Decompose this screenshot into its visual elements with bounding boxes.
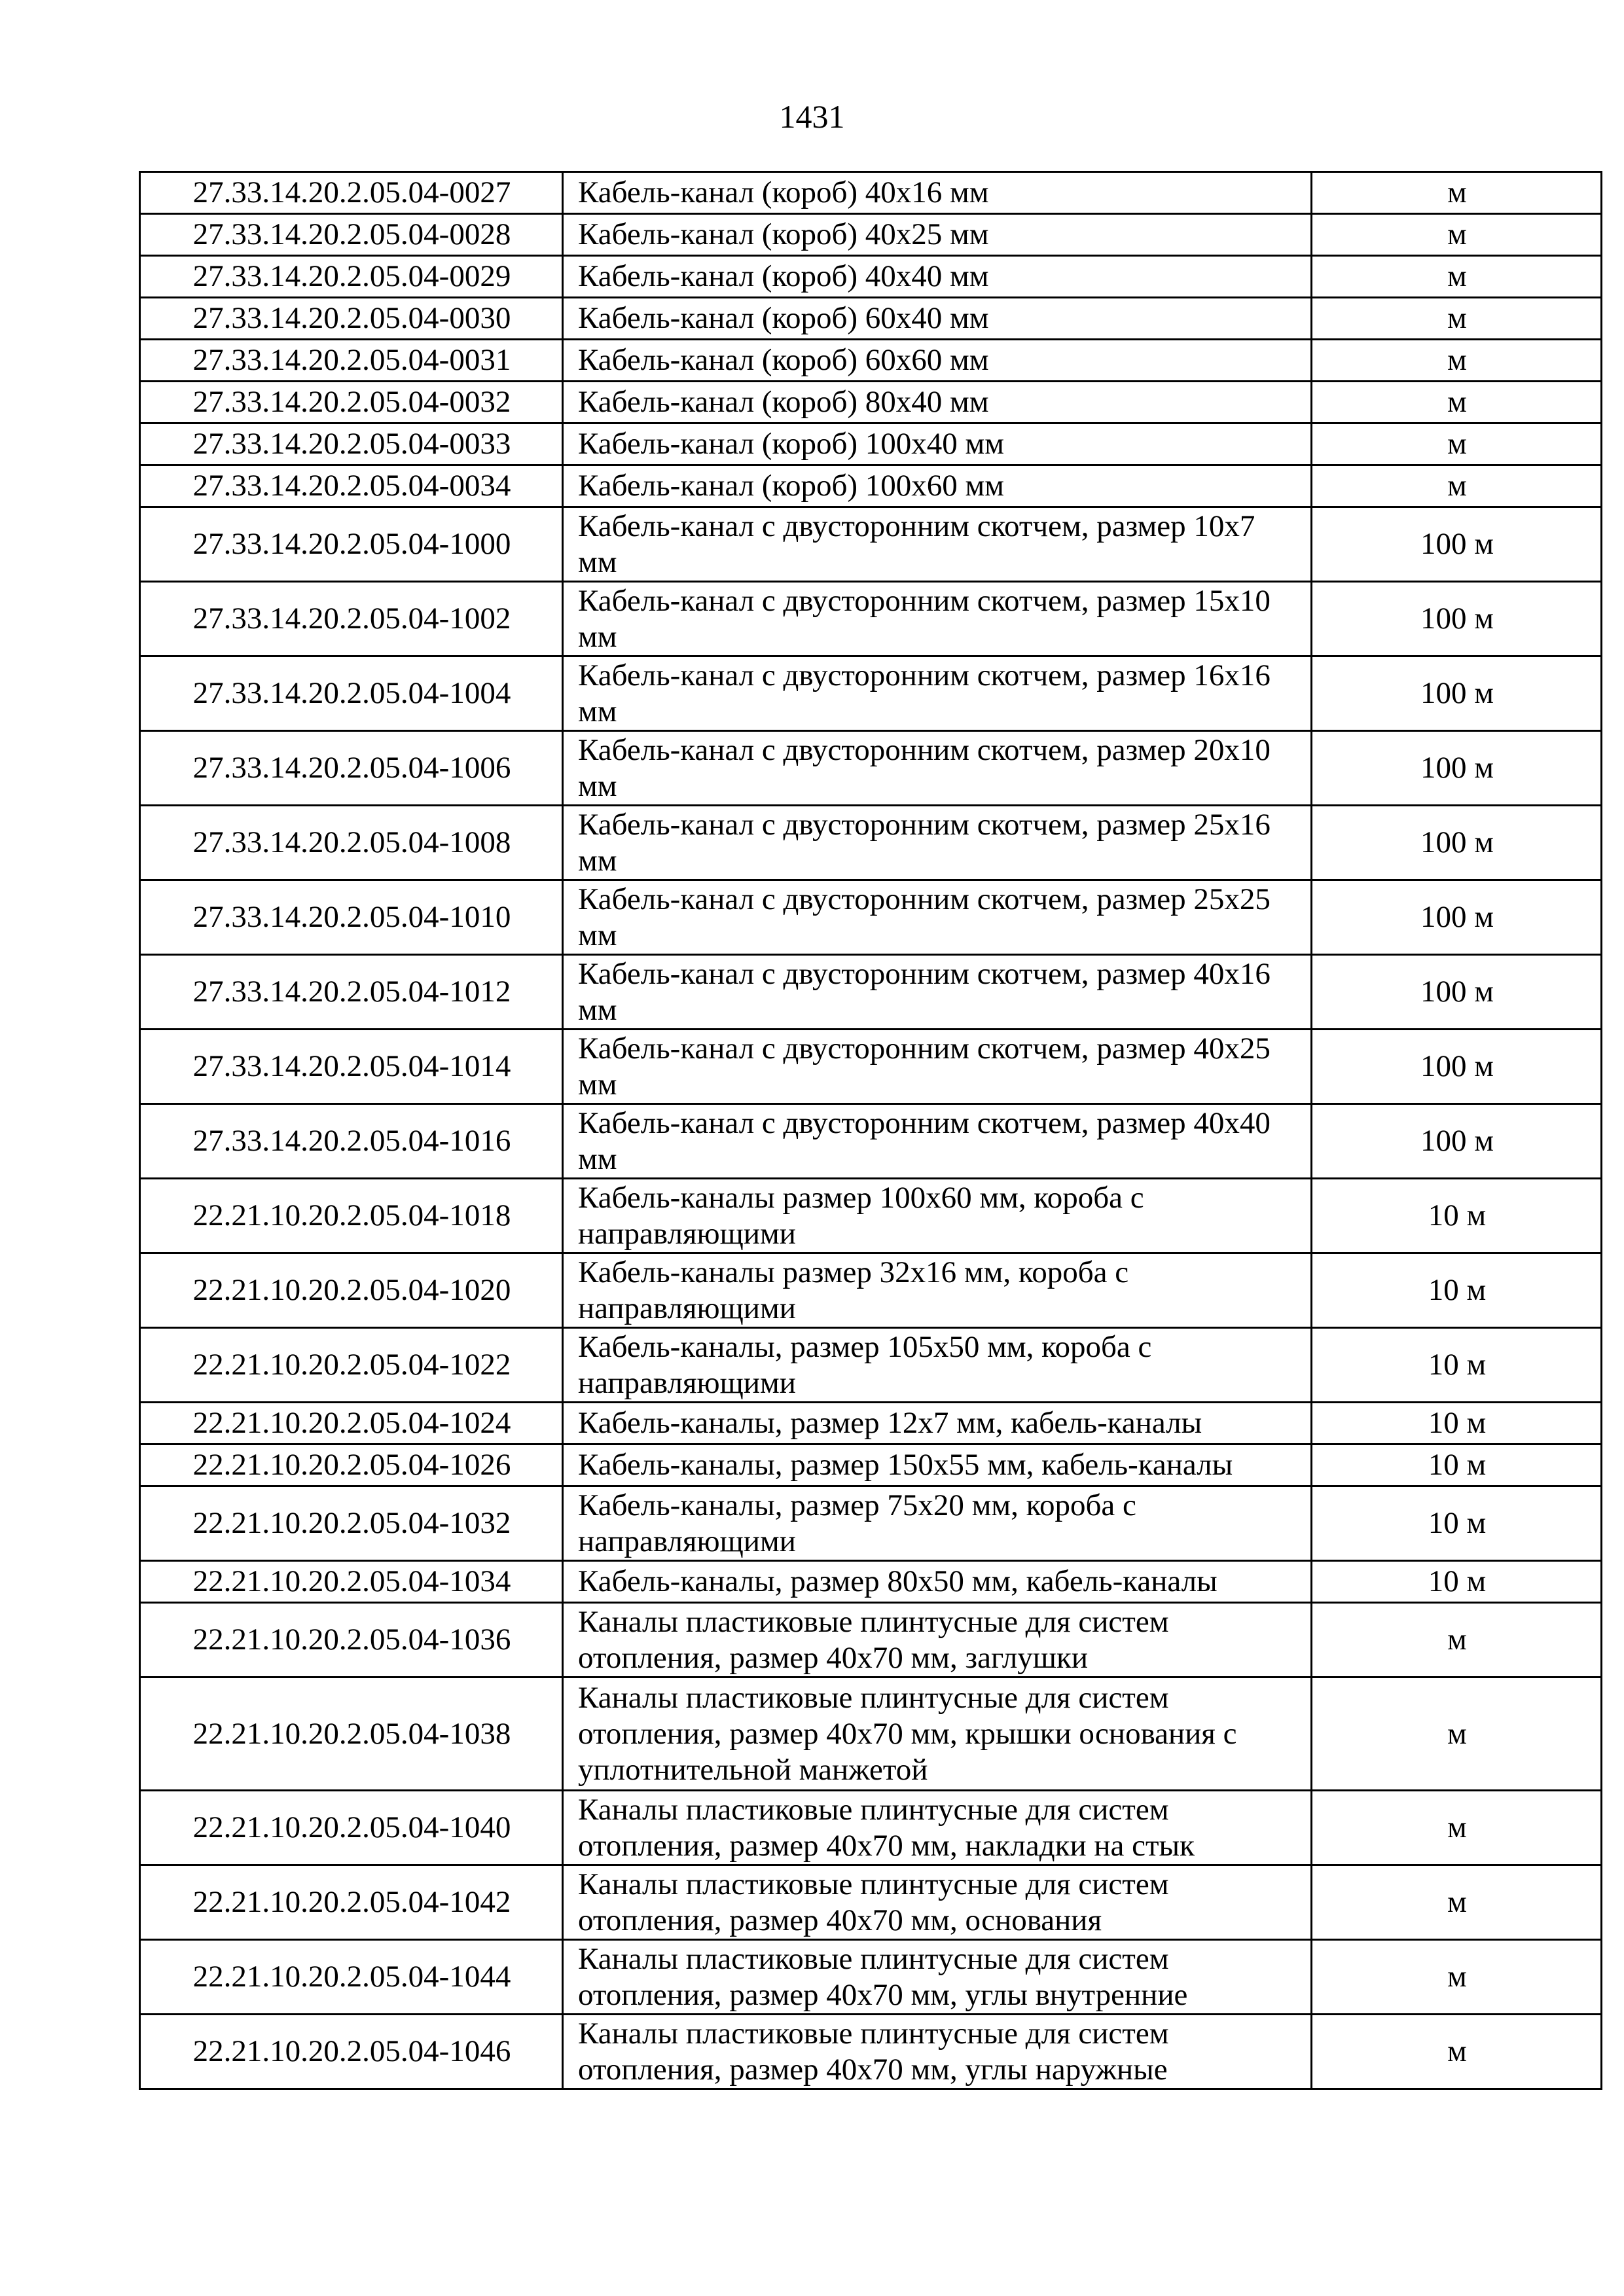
name-cell: Кабель-канал (короб) 60х40 мм — [563, 298, 1312, 340]
table-row — [140, 1791, 1602, 1865]
unit-cell: 10 м — [1312, 1253, 1602, 1328]
unit-cell: м — [1312, 2015, 1602, 2089]
code-cell: 22.21.10.20.2.05.04-1026 — [140, 1444, 563, 1486]
unit-cell: 10 м — [1312, 1561, 1602, 1603]
table-row — [140, 298, 1602, 340]
code-cell: 27.33.14.20.2.05.04-0027 — [140, 172, 563, 214]
code-cell: 27.33.14.20.2.05.04-0030 — [140, 298, 563, 340]
code-cell: 22.21.10.20.2.05.04-1032 — [140, 1486, 563, 1561]
name-cell: Кабель-канал (короб) 80х40 мм — [563, 382, 1312, 423]
unit-cell: м — [1312, 1677, 1602, 1791]
name-cell: Кабель-канал с двусторонним скотчем, размер 25х16 мм — [563, 806, 1312, 880]
unit-cell: м — [1312, 172, 1602, 214]
table-row — [140, 1444, 1602, 1486]
table-row — [140, 172, 1602, 214]
code-cell: 27.33.14.20.2.05.04-0031 — [140, 340, 563, 382]
name-cell: Каналы пластиковые плинтусные для систем отопления, размер 40х70 мм, крышки основания с уплотнительной манжетой — [563, 1677, 1312, 1791]
table-row — [140, 656, 1602, 731]
code-cell: 27.33.14.20.2.05.04-1008 — [140, 806, 563, 880]
unit-cell: 100 м — [1312, 731, 1602, 806]
table-row — [140, 382, 1602, 423]
table-row — [140, 880, 1602, 955]
code-cell: 22.21.10.20.2.05.04-1034 — [140, 1561, 563, 1603]
code-cell: 22.21.10.20.2.05.04-1042 — [140, 1865, 563, 1940]
code-cell: 22.21.10.20.2.05.04-1036 — [140, 1603, 563, 1677]
name-cell: Каналы пластиковые плинтусные для систем отопления, размер 40х70 мм, основания — [563, 1865, 1312, 1940]
unit-cell: 10 м — [1312, 1328, 1602, 1403]
name-cell: Кабель-канал с двусторонним скотчем, размер 25х25 мм — [563, 880, 1312, 955]
code-cell: 22.21.10.20.2.05.04-1018 — [140, 1179, 563, 1253]
table-row — [140, 1865, 1602, 1940]
page-number: 1431 — [779, 98, 845, 135]
table-row — [140, 731, 1602, 806]
code-cell: 27.33.14.20.2.05.04-1006 — [140, 731, 563, 806]
table-row — [140, 1486, 1602, 1561]
name-cell: Каналы пластиковые плинтусные для систем отопления, размер 40х70 мм, заглушки — [563, 1603, 1312, 1677]
name-cell: Кабель-канал с двусторонним скотчем, размер 15х10 мм — [563, 582, 1312, 656]
name-cell: Кабель-канал с двусторонним скотчем, размер 10х7 мм — [563, 507, 1312, 582]
code-cell: 27.33.14.20.2.05.04-1004 — [140, 656, 563, 731]
table-body — [140, 172, 1602, 2089]
name-cell: Кабель-каналы, размер 75х20 мм, короба с направляющими — [563, 1486, 1312, 1561]
code-cell: 27.33.14.20.2.05.04-0028 — [140, 214, 563, 256]
unit-cell: 100 м — [1312, 656, 1602, 731]
code-cell: 27.33.14.20.2.05.04-1012 — [140, 955, 563, 1030]
unit-cell: м — [1312, 423, 1602, 465]
table-row — [140, 1179, 1602, 1253]
name-cell: Кабель-канал (короб) 40х16 мм — [563, 172, 1312, 214]
name-cell: Кабель-каналы, размер 150х55 мм, кабель-каналы — [563, 1444, 1312, 1486]
table-row — [140, 1253, 1602, 1328]
table-row — [140, 214, 1602, 256]
unit-cell: 100 м — [1312, 1104, 1602, 1179]
code-cell: 27.33.14.20.2.05.04-1014 — [140, 1030, 563, 1104]
table-row — [140, 1603, 1602, 1677]
unit-cell: 100 м — [1312, 582, 1602, 656]
unit-cell: 10 м — [1312, 1403, 1602, 1444]
code-cell: 27.33.14.20.2.05.04-0033 — [140, 423, 563, 465]
code-cell: 27.33.14.20.2.05.04-1016 — [140, 1104, 563, 1179]
name-cell: Кабель-канал (короб) 100х40 мм — [563, 423, 1312, 465]
unit-cell: м — [1312, 1603, 1602, 1677]
table-row — [140, 806, 1602, 880]
table-row — [140, 465, 1602, 507]
table-row — [140, 955, 1602, 1030]
unit-cell: 10 м — [1312, 1444, 1602, 1486]
code-cell: 22.21.10.20.2.05.04-1046 — [140, 2015, 563, 2089]
code-cell: 27.33.14.20.2.05.04-1002 — [140, 582, 563, 656]
unit-cell: м — [1312, 465, 1602, 507]
unit-cell: м — [1312, 1940, 1602, 2015]
name-cell: Кабель-канал (короб) 100х60 мм — [563, 465, 1312, 507]
unit-cell: 100 м — [1312, 955, 1602, 1030]
table-row — [140, 423, 1602, 465]
unit-cell: 100 м — [1312, 880, 1602, 955]
name-cell: Кабель-канал (короб) 40х25 мм — [563, 214, 1312, 256]
unit-cell: м — [1312, 298, 1602, 340]
unit-cell: 100 м — [1312, 806, 1602, 880]
code-cell: 27.33.14.20.2.05.04-1010 — [140, 880, 563, 955]
name-cell: Кабель-канал с двусторонним скотчем, размер 40х25 мм — [563, 1030, 1312, 1104]
code-cell: 22.21.10.20.2.05.04-1040 — [140, 1791, 563, 1865]
table-row — [140, 507, 1602, 582]
name-cell: Кабель-канал с двусторонним скотчем, размер 20х10 мм — [563, 731, 1312, 806]
name-cell: Кабель-каналы размер 32х16 мм, короба с направляющими — [563, 1253, 1312, 1328]
name-cell: Каналы пластиковые плинтусные для систем отопления, размер 40х70 мм, углы внутренние — [563, 1940, 1312, 2015]
name-cell: Кабель-каналы, размер 80х50 мм, кабель-каналы — [563, 1561, 1312, 1603]
name-cell: Кабель-канал с двусторонним скотчем, размер 40х16 мм — [563, 955, 1312, 1030]
code-cell: 27.33.14.20.2.05.04-0029 — [140, 256, 563, 298]
unit-cell: 10 м — [1312, 1486, 1602, 1561]
unit-cell: м — [1312, 1791, 1602, 1865]
table-row — [140, 1104, 1602, 1179]
table-row — [140, 2015, 1602, 2089]
table-row — [140, 1677, 1602, 1791]
unit-cell: 100 м — [1312, 507, 1602, 582]
unit-cell: м — [1312, 1865, 1602, 1940]
name-cell: Кабель-канал (короб) 60х60 мм — [563, 340, 1312, 382]
code-cell: 27.33.14.20.2.05.04-0034 — [140, 465, 563, 507]
code-cell: 22.21.10.20.2.05.04-1038 — [140, 1677, 563, 1791]
unit-cell: м — [1312, 214, 1602, 256]
name-cell: Кабель-канал с двусторонним скотчем, размер 40х40 мм — [563, 1104, 1312, 1179]
code-cell: 22.21.10.20.2.05.04-1044 — [140, 1940, 563, 2015]
unit-cell: 100 м — [1312, 1030, 1602, 1104]
table-row — [140, 256, 1602, 298]
name-cell: Кабель-каналы, размер 12х7 мм, кабель-каналы — [563, 1403, 1312, 1444]
name-cell: Каналы пластиковые плинтусные для систем отопления, размер 40х70 мм, углы наружные — [563, 2015, 1312, 2089]
code-cell: 22.21.10.20.2.05.04-1020 — [140, 1253, 563, 1328]
name-cell: Кабель-каналы, размер 105х50 мм, короба с направляющими — [563, 1328, 1312, 1403]
table-row — [140, 1030, 1602, 1104]
unit-cell: м — [1312, 256, 1602, 298]
unit-cell: 10 м — [1312, 1179, 1602, 1253]
resource-table — [139, 171, 1602, 2090]
table-row — [140, 1403, 1602, 1444]
unit-cell: м — [1312, 382, 1602, 423]
name-cell: Каналы пластиковые плинтусные для систем отопления, размер 40х70 мм, накладки на стык — [563, 1791, 1312, 1865]
name-cell: Кабель-каналы размер 100х60 мм, короба с направляющими — [563, 1179, 1312, 1253]
table-row — [140, 1561, 1602, 1603]
table-row — [140, 1940, 1602, 2015]
table-row — [140, 582, 1602, 656]
name-cell: Кабель-канал (короб) 40х40 мм — [563, 256, 1312, 298]
table-row — [140, 340, 1602, 382]
table-row — [140, 1328, 1602, 1403]
unit-cell: м — [1312, 340, 1602, 382]
code-cell: 27.33.14.20.2.05.04-0032 — [140, 382, 563, 423]
code-cell: 22.21.10.20.2.05.04-1022 — [140, 1328, 563, 1403]
name-cell: Кабель-канал с двусторонним скотчем, размер 16х16 мм — [563, 656, 1312, 731]
code-cell: 22.21.10.20.2.05.04-1024 — [140, 1403, 563, 1444]
code-cell: 27.33.14.20.2.05.04-1000 — [140, 507, 563, 582]
